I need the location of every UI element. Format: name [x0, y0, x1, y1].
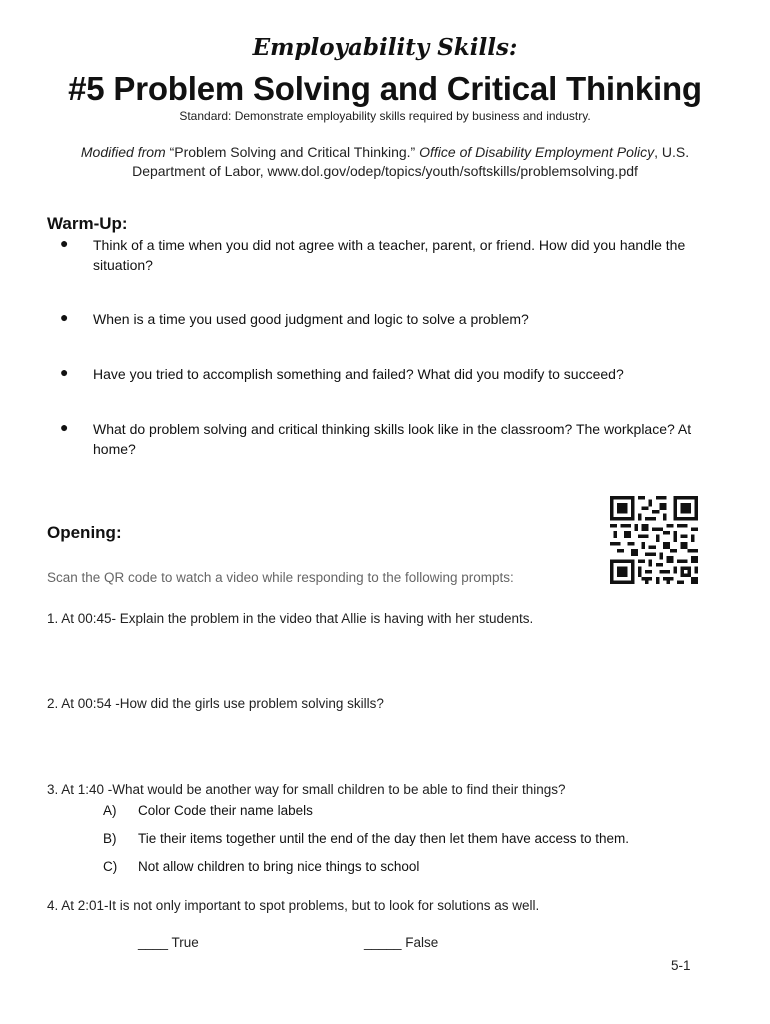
option-b [0, 831, 770, 851]
question-4: 4. At 2:01-It is not only important to spot problems, but to look for solutions as well. [47, 898, 540, 913]
bullet-icon: ● [60, 364, 69, 380]
source-citation [0, 143, 770, 181]
qr-code-icon[interactable] [610, 496, 698, 584]
option-text: Not allow children to bring nice things to school [138, 859, 420, 874]
source-office: Office of Disability Employment Policy [419, 144, 655, 160]
standard-text: Standard: Demonstrate employability skills required by business and industry. [179, 109, 591, 123]
question-1: 1. At 00:45- Explain the problem in the video that Allie is having with her students. [47, 611, 534, 626]
source-quote: “Problem Solving and Critical Thinking.” [165, 144, 420, 160]
source-line1-end: , U.S. [654, 144, 690, 160]
opening-heading: Opening: [47, 523, 122, 542]
bullet-icon: ● [60, 419, 69, 435]
question-3: 3. At 1:40 -What would be another way for small children to be able to find their things? [47, 782, 566, 797]
page-number: 5-1 [671, 958, 691, 973]
warmup-heading: Warm-Up: [47, 214, 128, 233]
warmup-item-text: Think of a time when you did not agree with a teacher, parent, or friend. How did you handle the situation? [93, 237, 686, 273]
option-a [0, 803, 770, 823]
option-letter: B) [103, 831, 117, 846]
bullet-icon: ● [60, 235, 69, 251]
warmup-item-text: What do problem solving and critical thinking skills look like in the classroom? The workplace? At home? [93, 421, 692, 457]
bullet-icon: ● [60, 309, 69, 325]
page-title: #5 Problem Solving and Critical Thinking [68, 70, 702, 107]
warmup-item-text: When is a time you used good judgment and logic to solve a problem? [93, 311, 529, 327]
option-c [0, 859, 770, 879]
true-answer-blank[interactable]: ____ True [138, 935, 199, 950]
script-title: Employability Skills: [252, 34, 518, 61]
opening-instruction: Scan the QR code to watch a video while responding to the following prompts: [47, 570, 514, 585]
source-line2: Department of Labor, www.dol.gov/odep/topics/youth/softskills/problemsolving.pdf [132, 163, 638, 179]
modified-prefix: Modified from [80, 144, 166, 160]
option-letter: A) [103, 803, 117, 818]
warmup-item-text: Have you tried to accomplish something and failed? What did you modify to succeed? [93, 366, 624, 382]
option-text: Tie their items together until the end of the day then let them have access to them. [138, 831, 630, 846]
false-answer-blank[interactable]: _____ False [364, 935, 439, 950]
question-2: 2. At 00:54 -How did the girls use problem solving skills? [47, 696, 384, 711]
option-text: Color Code their name labels [138, 803, 313, 818]
option-letter: C) [103, 859, 118, 874]
